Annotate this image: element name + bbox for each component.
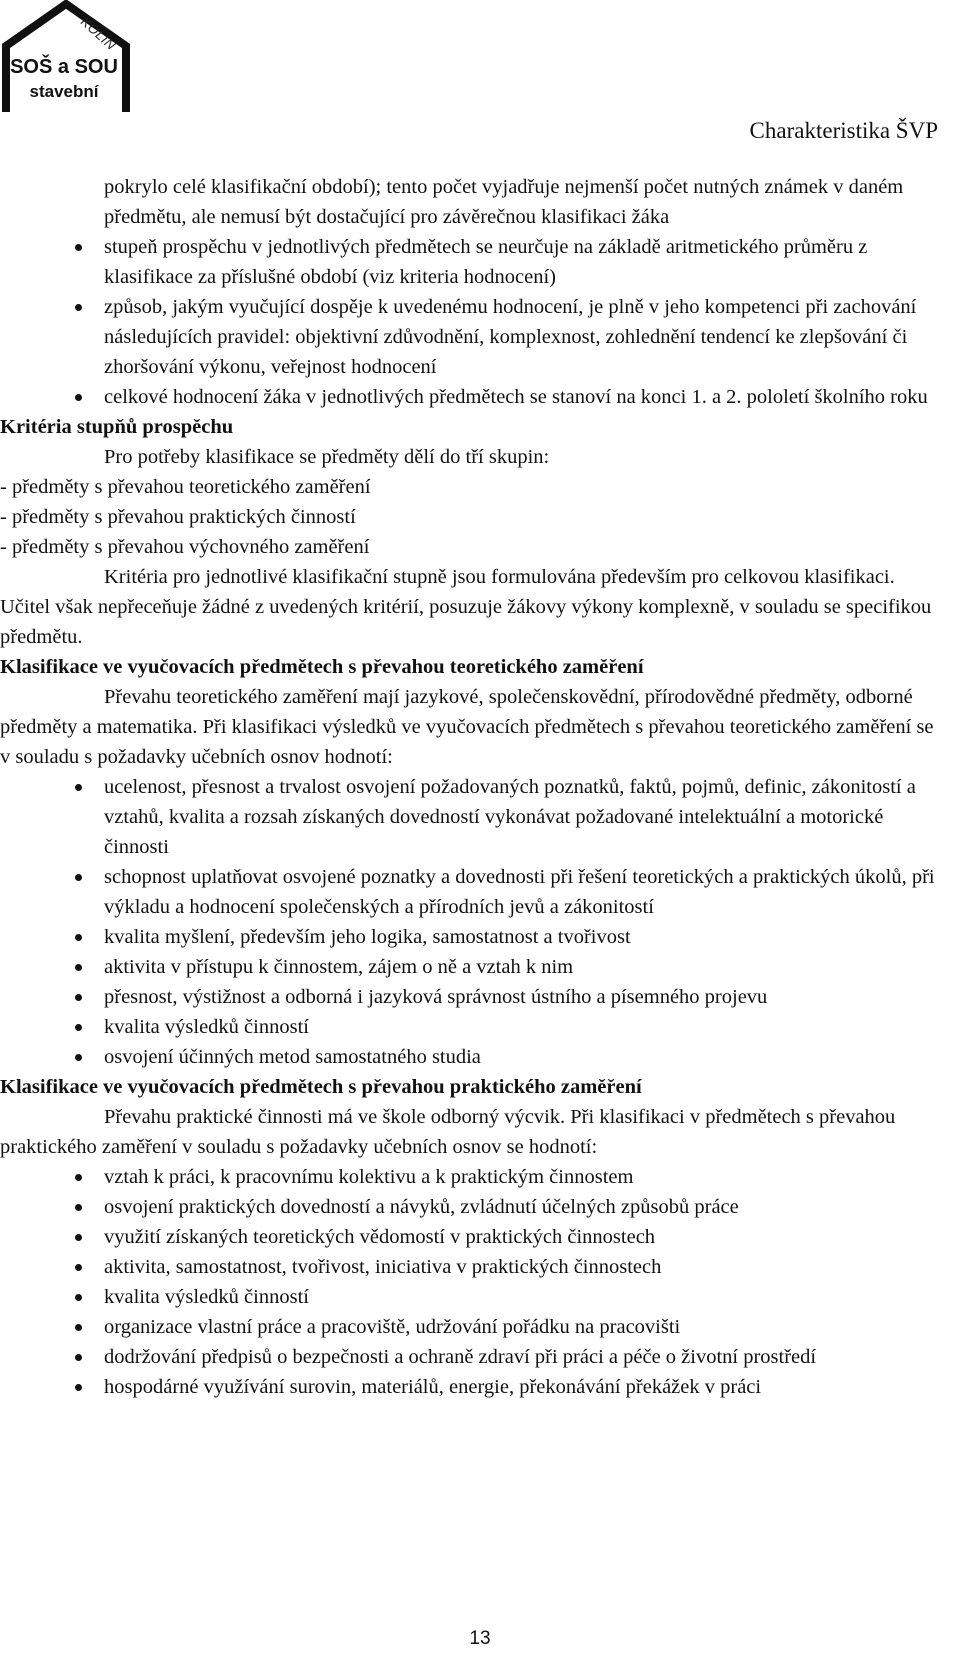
list-item: kvalita výsledků činností	[104, 1012, 948, 1042]
theoretical-paragraph: Převahu teoretického zaměření mají jazykové, společenskovědní, přírodovědné předměty, odborné předměty a matematika. Při klasifikaci výsledků ve vyučovacích předmětech s převahou teoretického zaměření se v souladu s požadavky učebních osnov hodnotí:	[0, 686, 934, 768]
list-item: hospodárné využívání surovin, materiálů, energie, překonávání překážek v práci	[104, 1372, 948, 1402]
practical-heading: Klasifikace ve vyučovacích předmětech s převahou praktického zaměření	[0, 1076, 642, 1098]
theoretical-bullet-list	[0, 772, 948, 1072]
logo-town: KOLÍN	[77, 14, 119, 53]
criteria-group: - předměty s převahou výchovného zaměření	[0, 536, 370, 558]
practical-bullet-list	[0, 1162, 948, 1402]
list-item: vztah k práci, k pracovnímu kolektivu a k praktickým činnostem	[104, 1162, 948, 1192]
document-body	[0, 172, 948, 1402]
list-item: přesnost, výstižnost a odborná i jazyková správnost ústního a písemného projevu	[104, 982, 948, 1012]
list-item: využití získaných teoretických vědomostí v praktických činnostech	[104, 1222, 948, 1252]
criteria-group: - předměty s převahou teoretického zaměření	[0, 476, 371, 498]
criteria-paragraph: Kritéria pro jednotlivé klasifikační stupně jsou formulována především pro celkovou klasifikaci. Učitel však nepřeceňuje žádné z uvedených kritérií, posuzuje žákovy výkony komplexně, v souladu se specifikou předmětu.	[0, 566, 932, 648]
list-item: osvojení účinných metod samostatného studia	[104, 1042, 948, 1072]
list-item: celkové hodnocení žáka v jednotlivých předmětech se stanoví na konci 1. a 2. pololetí školního roku	[104, 382, 948, 412]
list-item: ucelenost, přesnost a trvalost osvojení požadovaných poznatků, faktů, pojmů, definic, zákonitostí a vztahů, kvalita a rozsah získaných dovedností vykonávat požadované intelektuální a motorické činnosti	[104, 772, 948, 862]
school-logo	[0, 0, 136, 118]
list-item: osvojení praktických dovedností a návyků, zvládnutí účelných způsobů práce	[104, 1192, 948, 1222]
list-item: aktivita, samostatnost, tvořivost, iniciativa v praktických činnostech	[104, 1252, 948, 1282]
list-item: organizace vlastní práce a pracoviště, udržování pořádku na pracovišti	[104, 1312, 948, 1342]
list-item: stupeň prospěchu v jednotlivých předmětech se neurčuje na základě aritmetického průměru z klasifikace za příslušné období (viz kriteria hodnocení)	[104, 232, 948, 292]
practical-paragraph: Převahu praktické činnosti má ve škole odborný výcvik. Při klasifikaci v předmětech s převahou praktického zaměření v souladu s požadavky učebních osnov se hodnotí:	[0, 1106, 896, 1158]
list-item: kvalita výsledků činností	[104, 1282, 948, 1312]
intro-continuation: pokrylo celé klasifikační období); tento počet vyjadřuje nejmenší počet nutných známek v daném předmětu, ale nemusí být dostačující pro závěrečnou klasifikaci žáka	[104, 176, 904, 228]
criteria-group: - předměty s převahou praktických činností	[0, 506, 356, 528]
logo-line1: SOŠ a SOU	[10, 56, 118, 78]
page-header-title: Charakteristika ŠVP	[749, 118, 938, 143]
list-item: schopnost uplatňovat osvojené poznatky a dovednosti při řešení teoretických a praktických úkolů, při výkladu a hodnocení společenských a přírodních jevů a zákonitostí	[104, 862, 948, 922]
theoretical-heading: Klasifikace ve vyučovacích předmětech s převahou teoretického zaměření	[0, 656, 644, 678]
list-item: aktivita v přístupu k činnostem, zájem o ně a vztah k nim	[104, 952, 948, 982]
criteria-heading: Kritéria stupňů prospěchu	[0, 416, 234, 438]
intro-bullet-list	[0, 232, 948, 412]
list-item: způsob, jakým vyučující dospěje k uvedenému hodnocení, je plně v jeho kompetenci při zachování následujících pravidel: objektivní zdůvodnění, komplexnost, zohlednění tendencí ke zlepšování či zhoršování výkonu, veřejnost hodnocení	[104, 292, 948, 382]
list-item: kvalita myšlení, především jeho logika, samostatnost a tvořivost	[104, 922, 948, 952]
page-number: 13	[469, 1628, 491, 1649]
criteria-intro: Pro potřeby klasifikace se předměty dělí do tří skupin:	[104, 446, 550, 468]
logo-line2: stavební	[29, 82, 99, 101]
list-item: dodržování předpisů o bezpečnosti a ochraně zdraví při práci a péče o životní prostředí	[104, 1342, 948, 1372]
